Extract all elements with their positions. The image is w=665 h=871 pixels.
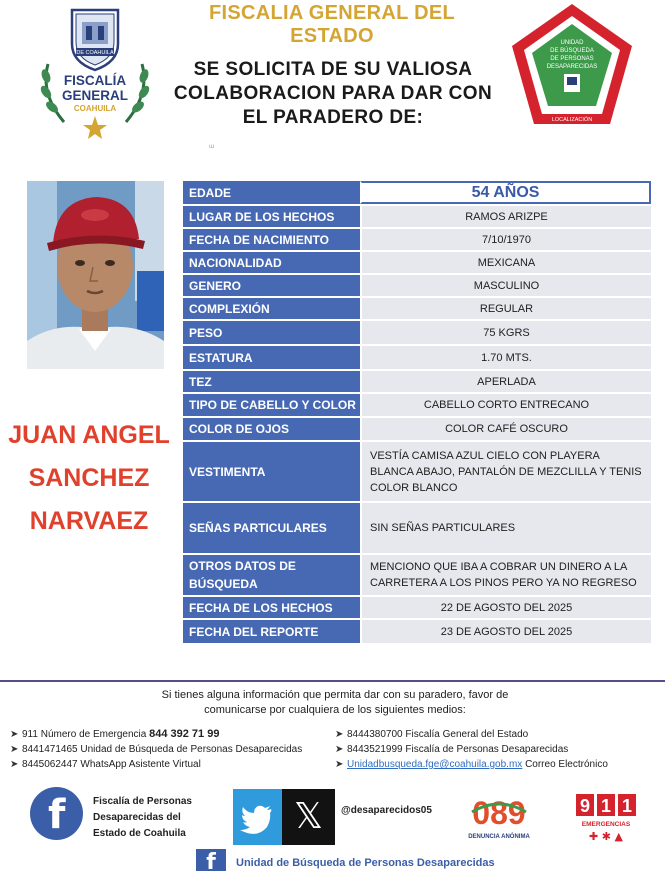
detail-row-birthdate bbox=[183, 229, 651, 252]
detail-row-weight bbox=[183, 321, 651, 346]
person-details-table bbox=[183, 181, 651, 643]
detail-value: MENCIONO QUE IBA A COBRAR UN DINERO A LA CARRETERA A LOS PINOS PERO YA NO REGRESO bbox=[360, 555, 651, 595]
detail-label: LUGAR DE LOS HECHOS bbox=[183, 206, 360, 227]
detail-label: FECHA DEL REPORTE bbox=[183, 620, 360, 643]
detail-label: COMPLEXIÓN bbox=[183, 298, 360, 319]
detail-label: VESTIMENTA bbox=[183, 442, 360, 501]
detail-value: COLOR CAFÉ OSCURO bbox=[360, 418, 651, 440]
svg-text:9: 9 bbox=[579, 796, 591, 816]
detail-value: APERLADA bbox=[360, 371, 651, 392]
detail-row-marks bbox=[183, 503, 651, 555]
agency-title: FISCALIA GENERAL DEL ESTADO bbox=[208, 2, 455, 47]
svg-text:LOCALIZACIÓN: LOCALIZACIÓN bbox=[551, 117, 593, 123]
detail-label: PESO bbox=[183, 321, 360, 344]
emergencias-911-logo bbox=[570, 790, 642, 846]
detail-value: 75 KGRS bbox=[360, 321, 651, 344]
detail-row-build bbox=[183, 298, 651, 321]
search-unit-badge bbox=[508, 2, 636, 126]
svg-text:GENERAL: GENERAL bbox=[61, 88, 129, 103]
svg-text:DESAPARECIDAS: DESAPARECIDAS bbox=[546, 64, 598, 70]
bullet-arrow-icon: ➤ bbox=[10, 744, 19, 755]
detail-label: EDADE bbox=[183, 181, 360, 204]
detail-value: REGULAR bbox=[360, 298, 651, 319]
detail-value: SIN SEÑAS PARTICULARES bbox=[360, 503, 651, 553]
search-unit-facebook-link[interactable]: Unidad de Búsqueda de Personas Desaparecidas bbox=[236, 857, 495, 869]
fiscalia-coahuila-logo bbox=[36, 4, 154, 140]
svg-text:UNIDAD: UNIDAD bbox=[560, 40, 584, 46]
missing-person-photo bbox=[27, 181, 164, 369]
email-link[interactable]: Unidadbusqueda.fge@coahuila.gob.mx bbox=[347, 759, 523, 770]
detail-value: MEXICANA bbox=[360, 252, 651, 273]
missing-person-name: JUAN ANGEL SANCHEZ NARVAEZ bbox=[8, 421, 170, 535]
contact-instructions: Si tienes alguna información que permita dar con su paradero, favor de comunicarse por cualquiera de los siguientes medios: bbox=[161, 689, 509, 716]
denuncia-089-logo bbox=[464, 790, 534, 846]
bullet-arrow-icon: ➤ bbox=[10, 759, 19, 770]
contact-emergency: ➤ 911 Número de Emergencia 844 392 71 99 bbox=[10, 728, 220, 740]
facebook-page-name: Fiscalía de Personas Desaparecidas del Estado de Coahuila bbox=[93, 796, 192, 839]
detail-value: 23 DE AGOSTO DEL 2025 bbox=[360, 620, 651, 643]
footer-divider bbox=[0, 680, 665, 682]
detail-label: ESTATURA bbox=[183, 346, 360, 369]
detail-row-height bbox=[183, 346, 651, 371]
svg-text:DE COAHUILA: DE COAHUILA bbox=[76, 50, 114, 56]
detail-value: CABELLO CORTO ENTRECANO bbox=[360, 394, 651, 416]
detail-value: MASCULINO bbox=[360, 275, 651, 296]
detail-label: TEZ bbox=[183, 371, 360, 392]
social-handle[interactable]: @desaparecidos05 bbox=[341, 805, 432, 816]
svg-text:DE PERSONAS: DE PERSONAS bbox=[550, 56, 594, 62]
contacts-list-left bbox=[10, 727, 350, 772]
svg-text:COAHUILA: COAHUILA bbox=[73, 104, 117, 113]
contact-search-unit: ➤ 8441471465 Unidad de Búsqueda de Personas Desaparecidas bbox=[10, 744, 303, 755]
detail-row-age bbox=[183, 181, 651, 206]
detail-label: GENERO bbox=[183, 275, 360, 296]
bullet-arrow-icon: ➤ bbox=[335, 759, 344, 770]
contact-fiscalia-desaparecidas: ➤ 8443521999 Fiscalía de Personas Desaparecidas bbox=[335, 744, 569, 755]
facebook-icon: f bbox=[30, 787, 83, 840]
svg-text:EMERGENCIAS: EMERGENCIAS bbox=[581, 821, 631, 828]
svg-text:1: 1 bbox=[600, 796, 612, 816]
detail-row-gender bbox=[183, 275, 651, 298]
svg-text:DE BÚSQUEDA: DE BÚSQUEDA bbox=[550, 48, 594, 54]
detail-row-location bbox=[183, 206, 651, 229]
detail-row-hair bbox=[183, 394, 651, 418]
detail-row-report-date bbox=[183, 620, 651, 643]
detail-row-other bbox=[183, 555, 651, 597]
svg-text:089: 089 bbox=[472, 795, 526, 831]
facebook-icon[interactable]: f bbox=[196, 849, 226, 871]
svg-text:1: 1 bbox=[621, 796, 633, 816]
detail-value: 54 AÑOS bbox=[360, 181, 651, 204]
detail-label: NACIONALIDAD bbox=[183, 252, 360, 273]
detail-row-complexion bbox=[183, 371, 651, 394]
contacts-list-right bbox=[335, 727, 665, 772]
detail-value: RAMOS ARIZPE bbox=[360, 206, 651, 227]
contact-email: ➤ Unidadbusqueda.fge@coahuila.gob.mx Correo Electrónico bbox=[335, 759, 608, 770]
contact-whatsapp: ➤ 8445062447 WhatsApp Asistente Virtual bbox=[10, 759, 201, 770]
svg-text:✚ ✱ ▲: ✚ ✱ ▲ bbox=[589, 830, 623, 843]
detail-label: OTROS DATOS DE BÚSQUEDA bbox=[183, 555, 360, 595]
detail-label: FECHA DE NACIMIENTO bbox=[183, 229, 360, 250]
twitter-icon[interactable] bbox=[233, 789, 282, 845]
svg-text:DENUNCIA ANÓNIMA: DENUNCIA ANÓNIMA bbox=[468, 834, 530, 840]
detail-value: 7/10/1970 bbox=[360, 229, 651, 250]
detail-label: COLOR DE OJOS bbox=[183, 418, 360, 440]
detail-value: 22 DE AGOSTO DEL 2025 bbox=[360, 597, 651, 618]
request-heading: SE SOLICITA DE SU VALIOSA COLABORACION PARA DAR CON EL PARADERO DE: bbox=[173, 59, 493, 128]
detail-label: SEÑAS PARTICULARES bbox=[183, 503, 360, 553]
detail-row-clothing bbox=[183, 442, 651, 503]
scan-mark: ɯ bbox=[209, 144, 214, 150]
contact-fiscalia: ➤ 8444380700 Fiscalía General del Estado bbox=[335, 729, 529, 740]
bullet-arrow-icon: ➤ bbox=[335, 744, 344, 755]
facebook-fiscalia-block[interactable] bbox=[30, 785, 230, 845]
x-social-icon[interactable]: 𝕏 bbox=[282, 789, 335, 845]
bullet-arrow-icon: ➤ bbox=[335, 729, 344, 740]
detail-row-event-date bbox=[183, 597, 651, 620]
detail-row-eyes bbox=[183, 418, 651, 442]
detail-label: FECHA DE LOS HECHOS bbox=[183, 597, 360, 618]
detail-row-nationality bbox=[183, 252, 651, 275]
detail-value: VESTÍA CAMISA AZUL CIELO CON PLAYERA BLANCA ABAJO, PANTALÓN DE MEZCLILLA Y TENIS COLOR BLANCO bbox=[360, 442, 651, 501]
bullet-arrow-icon: ➤ bbox=[10, 729, 19, 740]
detail-value: 1.70 MTS. bbox=[360, 346, 651, 369]
detail-label: TIPO DE CABELLO Y COLOR bbox=[183, 394, 360, 416]
svg-text:FISCALÍA: FISCALÍA bbox=[63, 73, 127, 88]
